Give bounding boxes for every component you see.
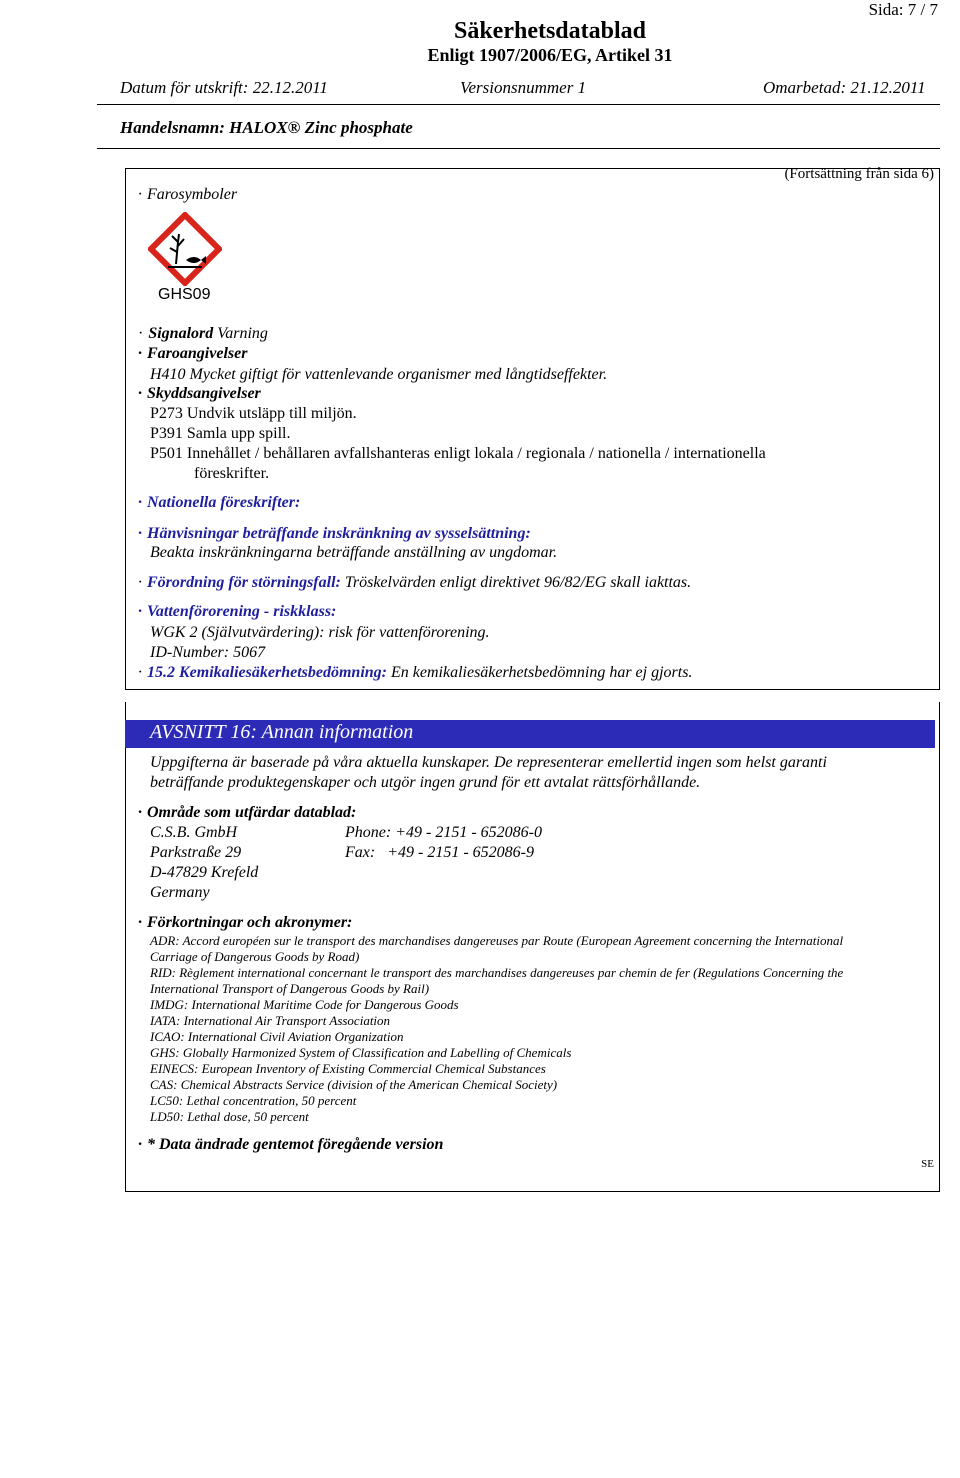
employment-restrictions-text: Beakta inskränkningarna beträffande anställning av ungdomar. xyxy=(150,544,558,561)
issuer-company: C.S.B. GmbH xyxy=(150,824,238,841)
abbrev-item: GHS: Globally Harmonized System of Classification and Labelling of Chemicals xyxy=(150,1045,572,1060)
section-16-intro-line1: Uppgifterna är baserade på våra aktuella kunskaper. De representerar emellertid ingen som helst garanti xyxy=(150,754,827,771)
print-date: Datum för utskrift: 22.12.2011 xyxy=(120,78,328,97)
issuer-country: Germany xyxy=(150,884,210,901)
h410-statement: H410 Mycket giftigt för vattenlevande organismer med långtidseffekter. xyxy=(150,366,608,383)
abbrev-item: RID: Règlement international concernant le transport des marchandises dangereuses par chemin de fer (Regulations Concerning the xyxy=(150,965,844,980)
abbrev-item: IMDG: International Maritime Code for Dangerous Goods xyxy=(150,997,459,1012)
changed-data-note: · * Data ändrade gentemot föregående version xyxy=(138,1136,444,1153)
employment-restrictions-label: · Hänvisningar beträffande inskränkning av sysselsättning: xyxy=(138,525,531,542)
abbrev-item: ICAO: International Civil Aviation Organization xyxy=(150,1029,404,1044)
ghs09-environment-icon xyxy=(148,212,222,286)
issuer-street: Parkstraße 29 xyxy=(150,844,242,861)
header-divider-2 xyxy=(97,148,940,149)
chemical-safety-assessment: · 15.2 Kemikaliesäkerhetsbedömning: En kemikaliesäkerhetsbedömning har ej gjorts. xyxy=(138,664,693,681)
p501-statement-cont: föreskrifter. xyxy=(194,465,270,482)
trade-name: Handelsnamn: HALOX® Zinc phosphate xyxy=(120,118,413,137)
p501-statement: P501 Innehållet / behållaren avfallshanteras enligt lokala / regionala / nationella / internationella xyxy=(150,445,766,462)
p391-statement: P391 Samla upp spill. xyxy=(150,425,291,442)
abbrev-item: LD50: Lethal dose, 50 percent xyxy=(150,1109,309,1124)
abbrev-item: LC50: Lethal concentration, 50 percent xyxy=(150,1093,357,1108)
document-subtitle: Enligt 1907/2006/EG, Artikel 31 xyxy=(427,45,673,65)
section-16-intro-line2: beträffande produktegenskaper och utgör ingen grund för ett avtalat rättsförhållande. xyxy=(150,774,701,791)
water-hazard-text: WGK 2 (Självutvärdering): risk för vattenförorening. xyxy=(150,624,490,641)
abbrev-item: CAS: Chemical Abstracts Service (division of the American Chemical Society) xyxy=(150,1077,558,1092)
abbrev-item: EINECS: European Inventory of Existing Commercial Chemical Substances xyxy=(150,1061,546,1076)
issuer-phone: Phone: +49 - 2151 - 652086-0 xyxy=(345,824,542,841)
language-code: SE xyxy=(921,1158,934,1170)
issuer-city: D-47829 Krefeld xyxy=(150,864,259,881)
major-accident-line: · Förordning för störningsfall: Tröskelvärden enligt direktivet 96/82/EG skall iakttas. xyxy=(138,574,692,591)
pictogram-code: GHS09 xyxy=(158,286,211,303)
id-number: ID-Number: 5067 xyxy=(150,644,266,661)
section-16-title: AVSNITT 16: Annan information xyxy=(150,721,414,743)
signal-word-line: · Signalord Varning xyxy=(138,325,268,342)
water-hazard-label: · Vattenförorening - riskklass: xyxy=(138,603,337,620)
page-number: Sida: 7 / 7 xyxy=(868,0,938,19)
national-regulations-label: · Nationella föreskrifter: xyxy=(138,494,301,511)
issuer-fax: Fax: +49 - 2151 - 652086-9 xyxy=(345,844,534,861)
document-title: Säkerhetsdatablad xyxy=(453,18,647,44)
abbrev-item: ADR: Accord européen sur le transport des marchandises dangereuses par Route (European Agreement concerning the International xyxy=(150,933,844,948)
continued-note: (Fortsättning från sida 6) xyxy=(784,166,934,182)
abbreviations-label: · Förkortningar och akronymer: xyxy=(138,914,353,931)
precautionary-label: · Skyddsangivelser xyxy=(138,385,261,402)
issuer-label: · Område som utfärdar datablad: xyxy=(138,804,357,821)
abbrev-item: IATA: International Air Transport Association xyxy=(150,1013,391,1028)
abbrev-item: International Transport of Dangerous Goods by Rail) xyxy=(150,981,430,996)
hazard-statements-label: · Faroangivelser xyxy=(138,345,248,362)
revision-date: Omarbetad: 21.12.2011 xyxy=(763,78,926,97)
abbrev-item: Carriage of Dangerous Goods by Road) xyxy=(150,949,360,964)
hazard-symbols-label: · Farosymboler xyxy=(138,186,238,203)
header-divider xyxy=(97,104,940,105)
p273-statement: P273 Undvik utsläpp till miljön. xyxy=(150,405,357,422)
version-number: Versionsnummer 1 xyxy=(460,78,587,97)
